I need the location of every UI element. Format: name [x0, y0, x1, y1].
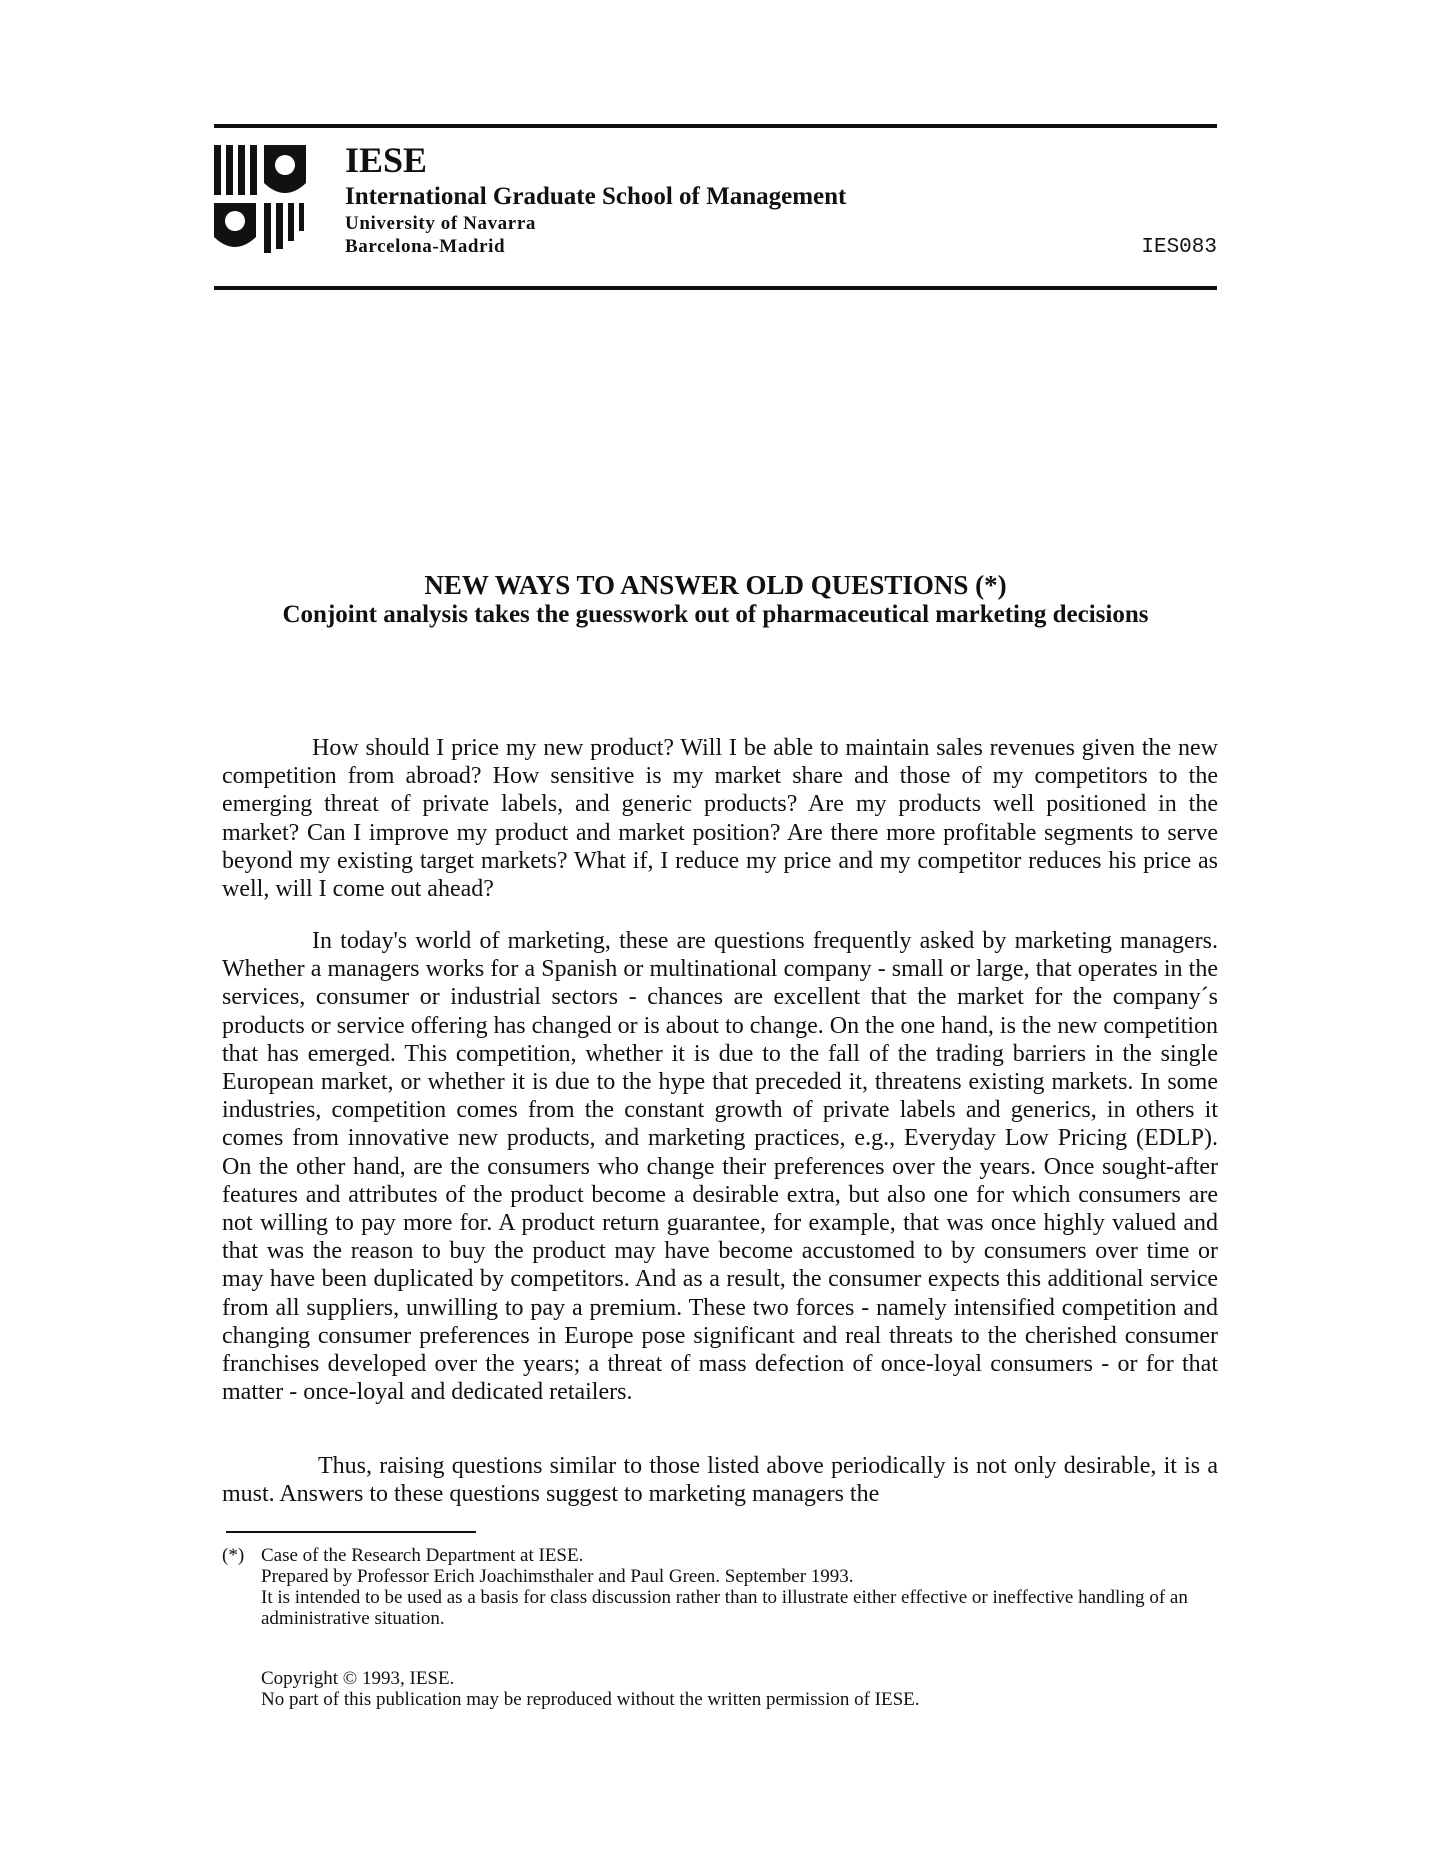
footnote-line: Case of the Research Department at IESE.: [261, 1545, 584, 1566]
body-paragraph: Thus, raising questions similar to those listed above periodically is not only desirable, it is a must. Answers to these questions suggest to marketing managers the: [222, 1453, 1218, 1508]
school-location: Barcelona-Madrid: [345, 236, 506, 257]
body-paragraph: In today's world of marketing, these are questions frequently asked by marketing managers. Whether a managers works for a Spanish or multinational company - small or large, that operates in the services, consumer or industrial sectors - chances are excellent that the market for the company´s products or service offering has changed or is about to change. On the one hand, is the new competition that has emerged. This competition, whether it is due to the fall of the trading barriers in the single European market, or whether it is due to the hype that preceded it, threatens existing markets. In some industries, competition comes from the constant growth of private labels and generics, in others it comes from innovative new products, and marketing practices, e.g., Everyday Low Pricing (EDLP). On the other hand, are the consumers who change their preferences over the years. Once sought-after features and attributes of the product become a desirable extra, but also one for which consumers are not willing to pay more for. A product return guarantee, for example, that was once highly valued and that was the reason to buy the product may have become accustomed to by consumers over time or may have been duplicated by competitors. And as a result, the consumer expects this additional service from all suppliers, unwilling to pay a premium. These two forces - namely intensified competition and changing consumer preferences in Europe pose significant and real threats to the cherished consumer franchises developed over the years; a threat of mass defection of once-loyal consumers - or for that matter - once-loyal and dedicated retailers.: [222, 928, 1218, 1406]
footnote-divider: [226, 1531, 476, 1533]
footnote-body: [261, 1545, 1231, 1629]
footnote-line: Prepared by Professor Erich Joachimsthaler and Paul Green. September 1993.: [261, 1566, 854, 1587]
copyright-line: Copyright © 1993, IESE.: [261, 1668, 455, 1689]
title-block: [214, 570, 1217, 630]
footnote-line: It is intended to be used as a basis for class discussion rather than to illustrate either effective or ineffective handling of an administrative situation.: [261, 1587, 1188, 1629]
reproduction-notice: No part of this publication may be reproduced without the written permission of IESE.: [261, 1689, 920, 1710]
footnote-marker: (*): [222, 1545, 245, 1566]
header-bottom-rule: [214, 286, 1217, 290]
iese-logo-icon: [214, 145, 324, 255]
document-title: NEW WAYS TO ANSWER OLD QUESTIONS (*): [424, 570, 1007, 600]
header-text: [345, 142, 846, 258]
school-name: IESE: [345, 140, 428, 180]
document-code: IES083: [1141, 236, 1217, 259]
document-subtitle: Conjoint analysis takes the guesswork out of pharmaceutical marketing decisions: [282, 601, 1149, 628]
header-top-rule: [214, 124, 1217, 128]
body-paragraph: How should I price my new product? Will I be able to maintain sales revenues given the new competition from abroad? How sensitive is my market share and those of my competitors to the emerging threat of private labels, and generic products? Are my products well positioned in the market? Can I improve my product and market position? Are there more profitable segments to serve beyond my existing target markets? What if, I reduce my price and my competitor reduces his price as well, will I come out ahead?: [222, 735, 1218, 903]
school-full-name: International Graduate School of Management: [345, 183, 847, 210]
university-name: University of Navarra: [345, 213, 536, 234]
copyright-block: [261, 1668, 920, 1710]
